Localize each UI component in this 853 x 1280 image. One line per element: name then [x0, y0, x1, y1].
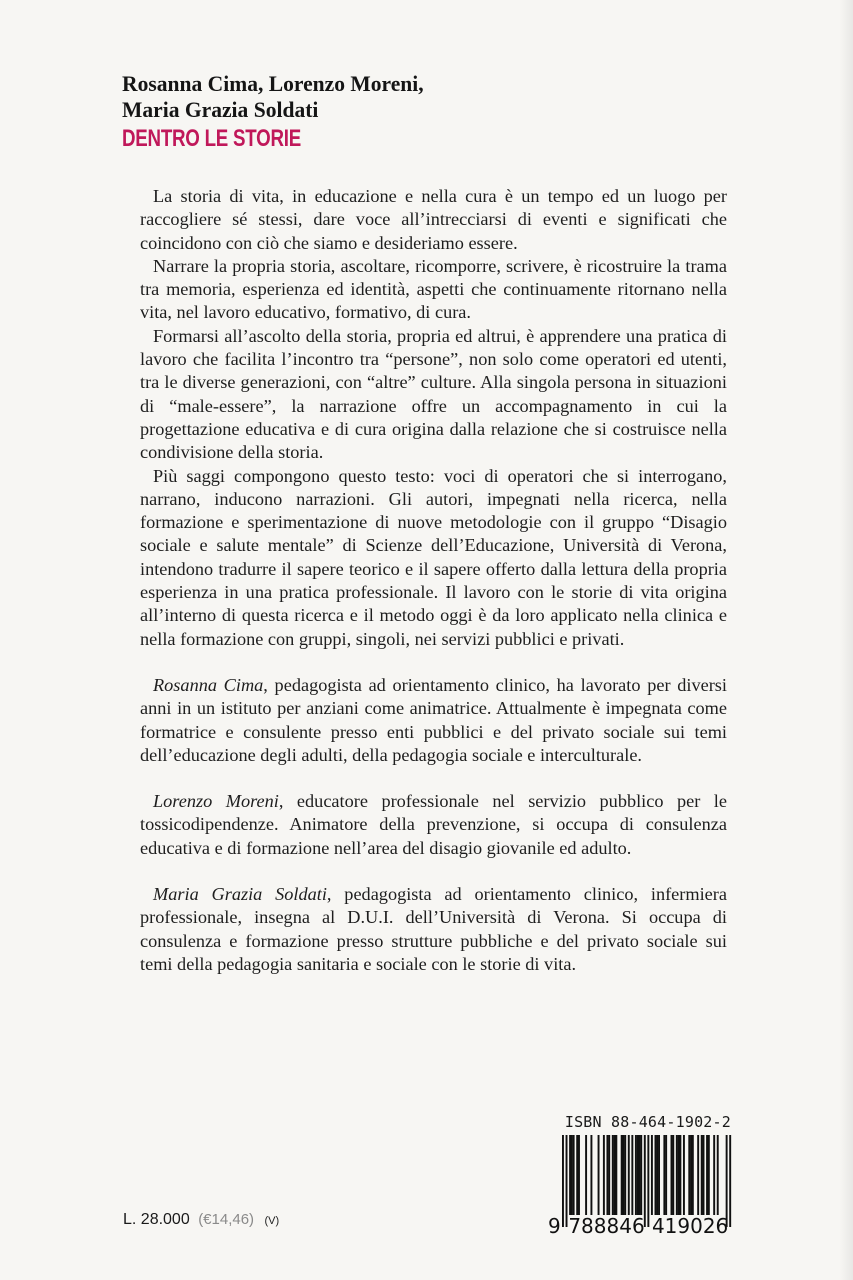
barcode-bar [571, 1135, 573, 1215]
bio-rosanna-cima [140, 674, 727, 767]
barcode-bar [708, 1135, 710, 1215]
price [123, 1211, 279, 1229]
barcode-bar [683, 1135, 685, 1215]
bio-name: Maria Grazia Soldati [153, 884, 327, 905]
page-edge-shadow [839, 0, 853, 1280]
barcode-bar [663, 1135, 665, 1215]
barcode-bar [615, 1135, 617, 1215]
barcode-bar [713, 1135, 715, 1215]
barcode-bar [576, 1135, 578, 1215]
authors-line-1: Rosanna Cima, Lorenzo Moreni, [122, 71, 424, 96]
barcode-bar [590, 1135, 592, 1215]
book-title: DENTRO LE STORIE [122, 125, 301, 152]
barcode-bar [635, 1135, 637, 1215]
barcode-bar [676, 1135, 678, 1215]
barcode-bar [631, 1135, 633, 1215]
bio-name: Rosanna Cima [153, 674, 264, 695]
isbn-label: ISBN 88-464-1902-2 [564, 1113, 731, 1131]
bio-maria-grazia-soldati [140, 883, 727, 976]
price-euro: (€14,46) [198, 1211, 255, 1228]
barcode-bar [608, 1135, 610, 1215]
price-vat-note: (V) [264, 1215, 280, 1227]
blurb-paragraph-3: Formarsi all’ascolto della storia, propria ed altrui, è apprendere una pratica di lavoro che facilita l’incontro tra “persone”, non solo come operatori ed utenti, tra le diverse generazioni, con “altre” culture. Alla singola persona in situazioni di “male-essere”, la narrazione offre un accompagnamento in cui la progettazione educativa e di cura origina dalla relazione che si costruisce nella condivisione della storia. [140, 325, 727, 463]
barcode-bar [640, 1135, 642, 1215]
barcode-bar [578, 1135, 580, 1215]
barcode-bar [603, 1135, 605, 1215]
barcode-bar [679, 1135, 681, 1215]
barcode-bar [573, 1135, 575, 1215]
blurb-paragraph-2: Narrare la propria storia, ascoltare, ricomporre, scrivere, è ricostruire la trama tra memoria, esperienza ed identità, aspetti che continuamente ritornano nella vita, nel lavoro educativo, formativo, di cura. [140, 255, 727, 323]
barcode-bar [624, 1135, 626, 1215]
barcode-digits-right: 419026 [651, 1214, 729, 1235]
barcode-bar [638, 1135, 640, 1215]
price-lire: L. 28.000 [123, 1211, 190, 1228]
barcode-bar [651, 1135, 653, 1215]
barcode-bar [729, 1135, 731, 1227]
isbn-block [548, 1113, 733, 1235]
barcode-bar [697, 1135, 699, 1215]
authors-line-2: Maria Grazia Soldati [122, 97, 319, 122]
barcode-bar [621, 1135, 623, 1215]
barcode-bar [637, 1135, 639, 1215]
barcode-bar [614, 1135, 616, 1215]
barcode-bar [717, 1135, 719, 1215]
barcode-bar [665, 1135, 667, 1215]
barcode-bar [655, 1135, 657, 1215]
barcode-bar [585, 1135, 587, 1215]
barcode-bar [672, 1135, 674, 1215]
barcode-bar [569, 1135, 571, 1215]
blurb-paragraph-4: Più saggi compongono questo testo: voci di operatori che si interrogano, narrano, inducono narrazioni. Gli autori, impegnati nella ricerca, nella formazione e sperimentazione di nuove metodologie con il gruppo “Disagio sociale e salute mentale” di Scienze dell’Educazione, Università di Verona, intendono tradurre il sapere teorico e il sapere offerto dalla lettura della propria esperienza in una pratica professionale. Il lavoro con le storie di vita origina all’interno di questa ricerca e il metodo oggi è da loro applicato nella clinica e nella formazione con gruppi, singoli, nei servizi pubblici e privati. [140, 465, 727, 649]
barcode-bar [658, 1135, 660, 1215]
barcode-bar [690, 1135, 692, 1215]
barcode-bar [701, 1135, 703, 1215]
barcode-bar [598, 1135, 600, 1215]
barcode-bar [566, 1135, 568, 1227]
barcode-bar [671, 1135, 673, 1215]
barcode-bar [706, 1135, 708, 1215]
barcode-bar [647, 1135, 649, 1227]
bio-text: , pedagogista ad orientamento clinico, ha lavorato per diversi anni in un istituto per anziani come animatrice. Attualmente è impegnata come formatrice e consulente presso enti pubblici e del privato sociale sui temi dell’educazione degli adulti, della pedagogia sociale e interculturale. [140, 674, 727, 765]
barcode [548, 1135, 733, 1235]
barcode-bar [628, 1135, 630, 1215]
barcode-bar [692, 1135, 694, 1215]
barcode-bar [656, 1135, 658, 1215]
cover-header [122, 71, 430, 153]
barcode-bar [612, 1135, 614, 1215]
barcode-bar [678, 1135, 680, 1215]
barcode-bar [703, 1135, 705, 1215]
bio-text: , educatore professionale nel servizio pubblico per le tossicodipendenze. Animatore della prevenzione, si occupa di consulenza educativa e di formazione nell’area del disagio giovanile ed adulto. [140, 791, 727, 858]
bio-lorenzo-moreni [140, 790, 727, 860]
barcode-bars [548, 1135, 733, 1235]
barcode-bar [606, 1135, 608, 1215]
back-cover-text [140, 185, 727, 976]
barcode-bar [688, 1135, 690, 1215]
barcode-bar [622, 1135, 624, 1215]
bio-name: Lorenzo Moreni [153, 791, 279, 812]
barcode-digits-left: 788846 [568, 1214, 645, 1235]
barcode-bar [562, 1135, 564, 1227]
bio-text: , pedagogista ad orientamento clinico, infermiera professionale, insegna al D.U.I. dell’Università di Verona. Si occupa di consulenza e formazione presso strutture pubbliche e del privato sociale sui temi della pedagogia sanitaria e sociale con le storie di vita. [140, 884, 728, 974]
blurb-paragraph-1: La storia di vita, in educazione e nella cura è un tempo ed un luogo per raccogliere sé stessi, dare voce all’intrecciarsi di eventi e significati che coincidono con ciò che siamo e desideriamo essere. [140, 186, 727, 253]
barcode-lead-digit: 9 [548, 1214, 561, 1235]
